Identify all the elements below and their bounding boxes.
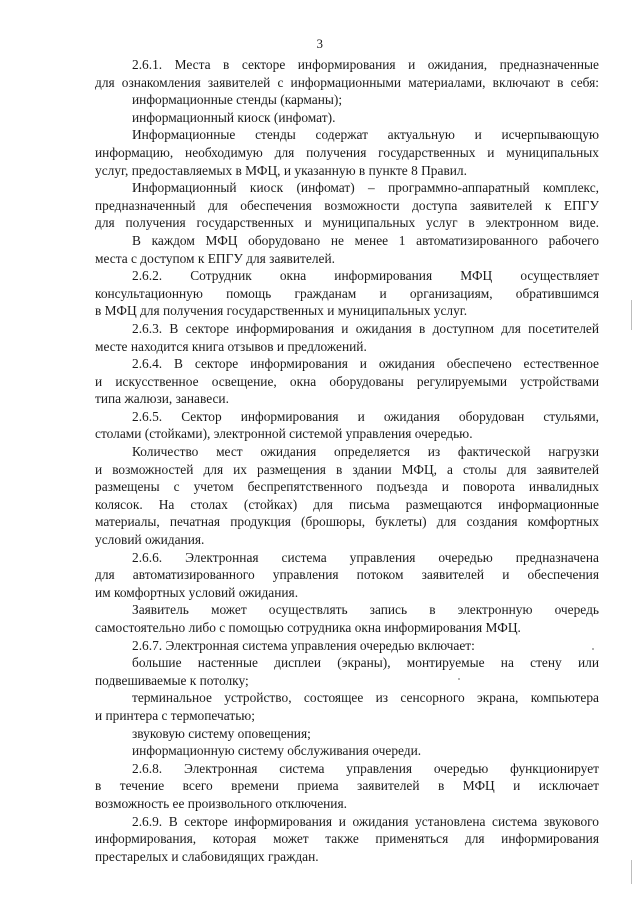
- text-line: для автоматизированного управления потоком заявителей и обеспечения: [95, 567, 599, 583]
- text-line: информационный киоск (инфомат).: [132, 109, 336, 125]
- text-line: подвешиваемые к потолку;: [95, 672, 249, 688]
- page-number: 3: [316, 36, 324, 51]
- text-line: престарелых и слабовидящих граждан.: [95, 848, 319, 864]
- text-line: консультационную помощь гражданам и организациям, обратившимся: [95, 285, 599, 301]
- text-line: 2.6.8. Электронная система управления очередью функционирует: [132, 760, 599, 776]
- text-line: информационную систему обслуживания очереди.: [132, 743, 422, 759]
- text-line: месте находится книга отзывов и предложений.: [95, 338, 367, 354]
- text-line: информацию, необходимую для получения государственных и муниципальных: [95, 144, 599, 160]
- text-line: 2.6.4. В секторе информирования и ожидания обеспечено естественное: [132, 356, 599, 372]
- scan-speck: [458, 678, 460, 680]
- text-line: большие настенные дисплеи (экраны), монтируемые на стену или: [132, 655, 599, 671]
- text-line: В каждом МФЦ оборудовано не менее 1 автоматизированного рабочего: [132, 232, 599, 248]
- text-line: 2.6.3. В секторе информирования и ожидания в доступном для посетителей: [132, 320, 599, 336]
- document-body: [95, 56, 599, 865]
- text-line: Информационные стенды содержат актуальную и исчерпывающую: [132, 127, 599, 143]
- text-line: и возможностей для их размещения в здании МФЦ, а столы для заявителей: [95, 461, 599, 477]
- text-line: 2.6.7. Электронная система управления очередью включает:: [132, 637, 475, 653]
- text-line: 2.6.2. Сотрудник окна информирования МФЦ осуществляет: [132, 268, 599, 284]
- text-line: возможность ее произвольного отключения.: [95, 795, 347, 811]
- text-line: терминальное устройство, состоящее из сенсорного экрана, компьютера: [132, 690, 599, 706]
- text-line: столами (стойками), электронной системой управления очередью.: [95, 426, 473, 442]
- text-line: информационные стенды (карманы);: [132, 92, 343, 108]
- text-line: предназначенный для обеспечения возможности доступа заявителей к ЕПГУ: [95, 197, 599, 213]
- text-line: размещены с учетом беспрепятственного подъезда и поворота инвалидных: [95, 479, 599, 495]
- text-line: 2.6.6. Электронная система управления очередью предназначена: [132, 549, 599, 565]
- text-line: информирования, которая может также применяться для информирования: [95, 831, 599, 847]
- text-line: Информационный киоск (инфомат) – программно-аппаратный комплекс,: [132, 180, 599, 196]
- text-line: условий ожидания.: [95, 532, 205, 548]
- text-line: места с доступом к ЕПГУ для заявителей.: [95, 250, 335, 266]
- scan-edge-mark: [631, 860, 632, 884]
- text-line: в МФЦ для получения государственных и муниципальных услуг.: [95, 303, 468, 319]
- text-line: и принтера с термопечатью;: [95, 707, 256, 723]
- text-line: и искусственное освещение, окна оборудованы регулируемыми устройствами: [95, 373, 599, 389]
- text-line: им комфортных условий ожидания.: [95, 584, 299, 600]
- text-line: в течение всего времени приема заявителей в МФЦ и исключает: [95, 778, 599, 794]
- text-line: Количество мест ожидания определяется из фактической нагрузки: [132, 444, 599, 460]
- text-line: 2.6.1. Места в секторе информирования и ожидания, предназначенные: [132, 57, 599, 72]
- text-line: для получения государственных и муниципальных услуг в электронном виде.: [95, 215, 599, 231]
- text-line: Заявитель может осуществлять запись в электронную очередь: [132, 602, 599, 618]
- scan-edge-mark: [631, 300, 632, 330]
- text-line: 2.6.5. Сектор информирования и ожидания оборудован стульями,: [132, 408, 599, 424]
- text-line: 2.6.9. В секторе информирования и ожидания установлена система звукового: [132, 813, 599, 829]
- text-line: колясок. На столах (стойках) для письма размещаются информационные: [95, 496, 599, 512]
- scan-speck: [592, 648, 594, 650]
- text-line: материалы, печатная продукция (брошюры, буклеты) для создания комфортных: [95, 514, 599, 530]
- text-line: звуковую систему оповещения;: [132, 725, 311, 741]
- text-line: для ознакомления заявителей с информационными материалами, включают в себя:: [95, 74, 599, 90]
- text-line: типа жалюзи, занавеси.: [95, 391, 229, 407]
- text-line: самостоятельно либо с помощью сотрудника окна информирования МФЦ.: [95, 620, 521, 635]
- text-line: услуг, предоставляемых в МФЦ, и указанную в пункте 8 Правил.: [95, 162, 467, 178]
